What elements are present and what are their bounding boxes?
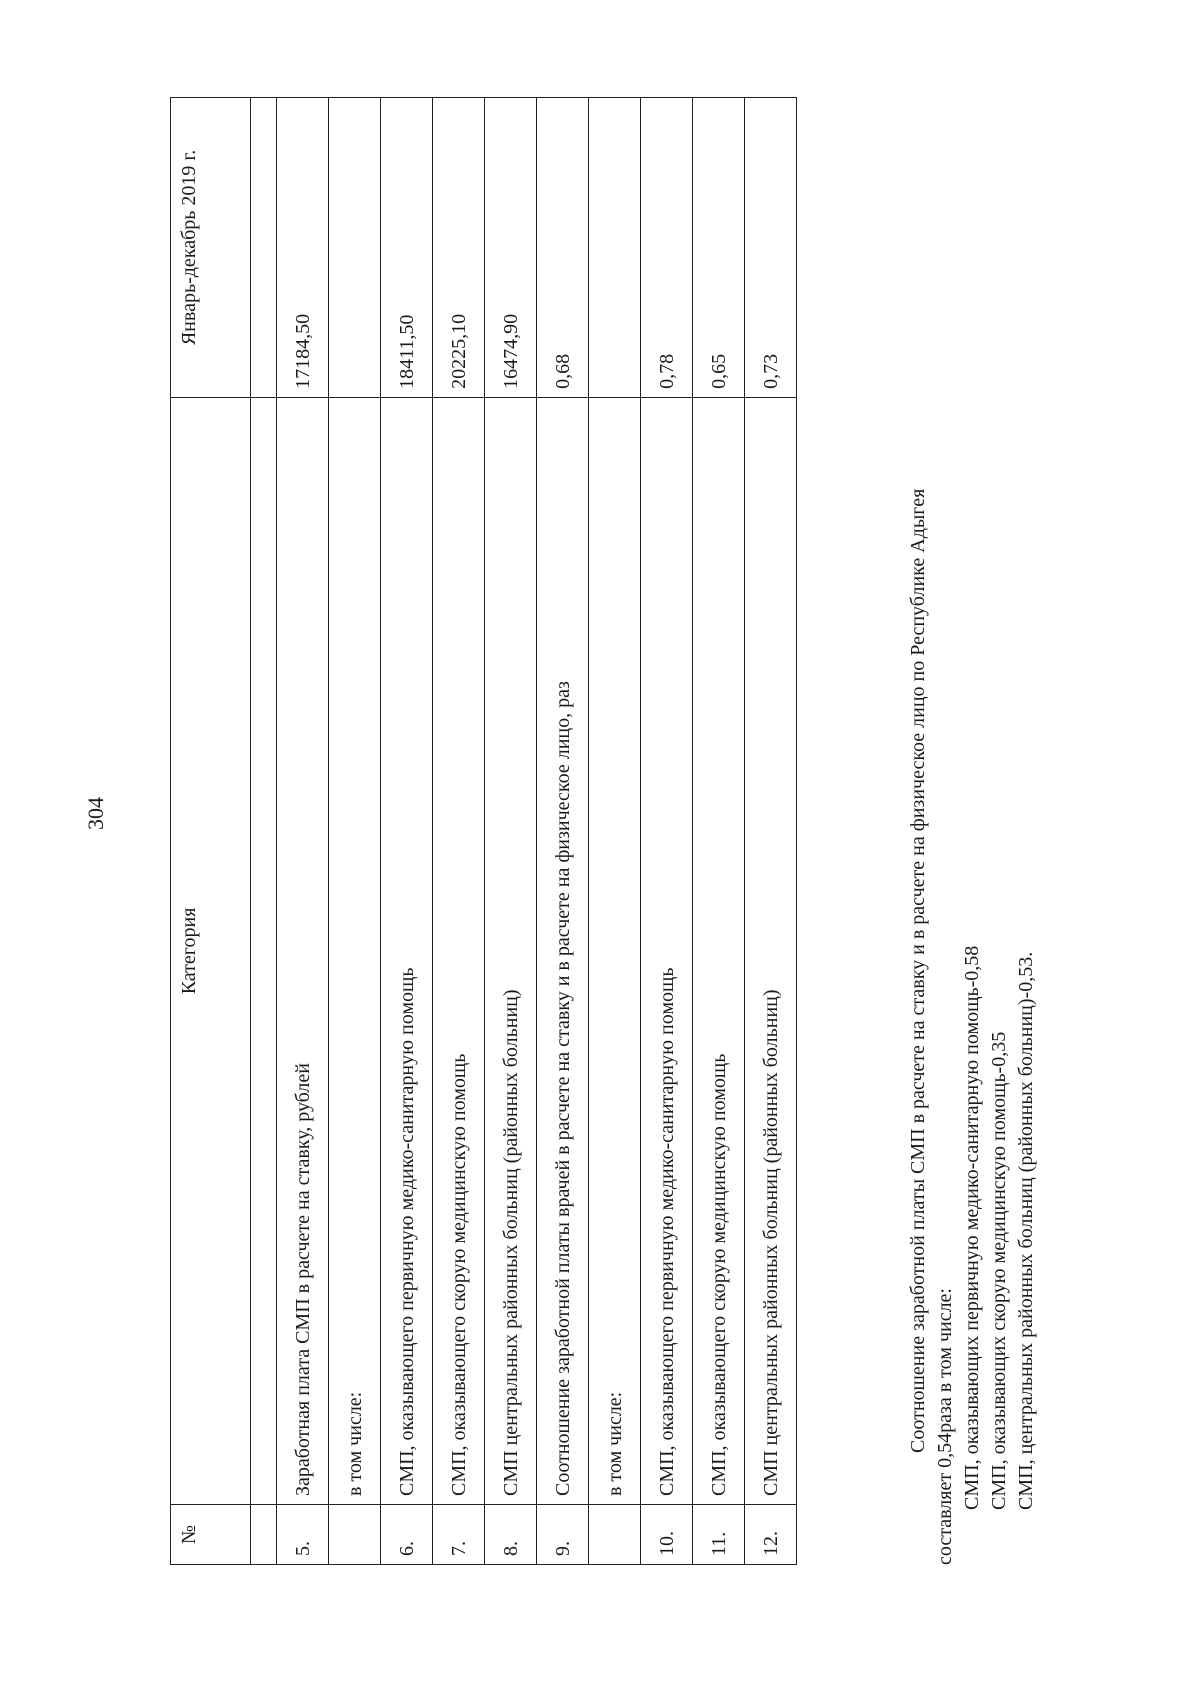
- row-category: в том числе:: [589, 397, 641, 1504]
- row-num: 6.: [381, 1505, 433, 1565]
- summary-line: СМП, оказывающих первичную медико-санитарную помощь-0,58: [961, 945, 983, 1510]
- row-num: [589, 1505, 641, 1565]
- row-category: Соотношение заработной платы врачей в расчете на ставку и в расчете на физическое лицо, раз: [537, 397, 589, 1504]
- row-value: 16474,90: [485, 98, 537, 398]
- header-num: №: [171, 1505, 251, 1565]
- row-num: 8.: [485, 1505, 537, 1565]
- row-value: 0,68: [537, 98, 589, 398]
- row-category: СМП центральных районных больниц (районных больниц): [745, 397, 797, 1504]
- row-value: 17184,50: [277, 98, 329, 398]
- row-value: [251, 98, 277, 398]
- table-row: [485, 98, 537, 1565]
- row-category: СМП, оказывающего первичную медико-санитарную помощь: [381, 397, 433, 1504]
- data-table: [170, 97, 797, 1565]
- summary-line: Соотношение заработной платы СМП в расчете на ставку и в расчете на физическое лицо по Республике Адыгея: [907, 488, 929, 1453]
- row-num: 11.: [693, 1505, 745, 1565]
- row-num: 5.: [277, 1505, 329, 1565]
- table-row: [537, 98, 589, 1565]
- row-value: 18411,50: [381, 98, 433, 398]
- summary-line: СМП, оказывающих скорую медицинскую помощь-0,35: [988, 1031, 1010, 1510]
- row-value: 20225,10: [433, 98, 485, 398]
- summary-line: составляет 0,54раза в том числе:: [934, 1288, 956, 1565]
- row-value: 0,73: [745, 98, 797, 398]
- table-row: [381, 98, 433, 1565]
- table-row: [251, 98, 277, 1565]
- row-num: 9.: [537, 1505, 589, 1565]
- row-category: Заработная плата СМП в расчете на ставку, рублей: [277, 397, 329, 1504]
- row-num: 12.: [745, 1505, 797, 1565]
- table-row: [433, 98, 485, 1565]
- row-num: [329, 1505, 381, 1565]
- row-value: [329, 98, 381, 398]
- row-category: в том числе:: [329, 397, 381, 1504]
- header-period: Январь-декабрь 2019 г.: [171, 98, 251, 398]
- header-category: Категория: [171, 397, 251, 1504]
- summary-text: [905, 85, 1040, 1565]
- table-row: [329, 98, 381, 1565]
- table-row: [589, 98, 641, 1565]
- table-row: [277, 98, 329, 1565]
- row-category: [251, 397, 277, 1504]
- row-num: 7.: [433, 1505, 485, 1565]
- row-category: СМП, оказывающего первичную медико-санитарную помощь: [641, 397, 693, 1504]
- table-header-row: [171, 98, 251, 1565]
- row-value: [589, 98, 641, 398]
- table-row: [745, 98, 797, 1565]
- row-category: СМП, оказывающего скорую медицинскую помощь: [433, 397, 485, 1504]
- row-value: 0,78: [641, 98, 693, 398]
- row-category: СМП, оказывающего скорую медицинскую помощь: [693, 397, 745, 1504]
- page-number: 304: [83, 797, 108, 830]
- row-num: [251, 1505, 277, 1565]
- row-num: 10.: [641, 1505, 693, 1565]
- row-value: 0,65: [693, 98, 745, 398]
- summary-line: СМП, центральных районных больниц (районных больниц)-0,53.: [1015, 951, 1037, 1510]
- table-row: [641, 98, 693, 1565]
- row-category: СМП центральных районных больниц (районных больниц): [485, 397, 537, 1504]
- table-row: [693, 98, 745, 1565]
